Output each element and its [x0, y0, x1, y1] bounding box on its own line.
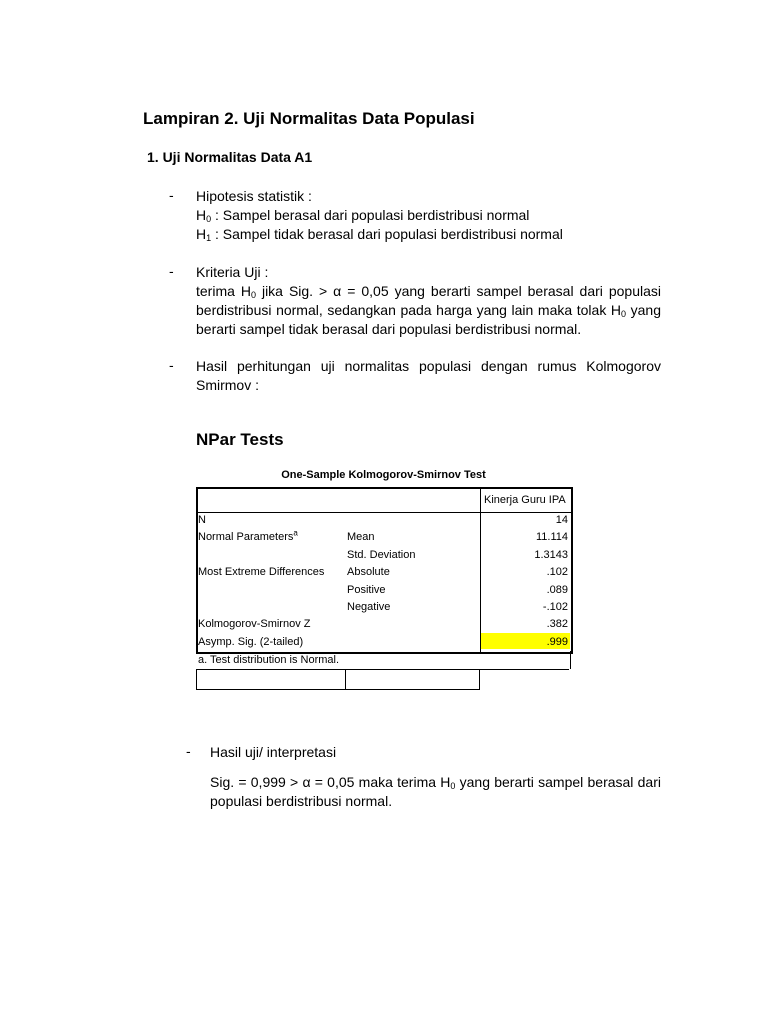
h1-subscript: 1 [206, 233, 212, 243]
kriteria-block [196, 263, 661, 339]
row-sublabel: Absolute [347, 566, 390, 579]
hipotesis-label: Hipotesis statistik : [196, 188, 312, 204]
interpretasi-sub: 0 [450, 781, 456, 791]
kriteria-sub2: 0 [621, 309, 627, 319]
row-sublabel: Mean [347, 531, 375, 544]
h0-symbol: H [196, 207, 207, 223]
empty-cell [196, 669, 346, 690]
row-label [198, 528, 298, 544]
row-value: 14 [555, 514, 568, 526]
section-heading: 1. Uji Normalitas Data A1 [147, 149, 313, 165]
h0-subscript: 0 [206, 214, 212, 224]
row-label-text: N [198, 514, 206, 526]
kriteria-part2: jika Sig. > α = 0,05 yang berarti sampel berasal dari populasi berdistribusi normal, sedangkan pada harga yang lain maka tolak H [196, 283, 661, 318]
table-footnote: a. Test distribution is Normal. [198, 654, 340, 666]
h0-text: : Sampel berasal dari populasi berdistribusi normal [211, 207, 530, 223]
column-header: Kinerja Guru IPA [484, 494, 566, 506]
row-value: .102 [546, 566, 568, 579]
row-sublabel: Positive [347, 583, 386, 596]
row-label-text: Most Extreme Differences [198, 566, 325, 579]
empty-cell [345, 669, 480, 690]
bullet-dash: - [186, 743, 191, 759]
h1-line [196, 225, 666, 244]
hipotesis-block [196, 187, 666, 244]
row-label [198, 566, 324, 578]
row-label-text: Asymp. Sig. (2-tailed) [198, 635, 304, 648]
bullet-dash: - [169, 263, 174, 279]
page-title: Lampiran 2. Uji Normalitas Data Populasi [143, 109, 475, 128]
interpretasi-part1: Sig. = 0,999 > α = 0,05 maka terima H [210, 774, 451, 790]
row-label [198, 618, 310, 630]
row-label [198, 636, 303, 648]
interpretasi-part2: yang berarti sampel berasal dari populasi berdistribusi normal. [210, 774, 661, 809]
kriteria-label: Kriteria Uji : [196, 264, 269, 280]
row-value: 1.3143 [534, 548, 568, 561]
footnote-row-edge [570, 651, 571, 669]
npar-tests-title: NPar Tests [196, 430, 284, 449]
h0-line [196, 206, 666, 225]
row-value: .089 [546, 583, 568, 596]
kriteria-text [196, 282, 661, 339]
table-title: One-Sample Kolmogorov-Smirnov Test [281, 469, 486, 481]
row-value: -.102 [542, 601, 568, 613]
bullet-dash: - [169, 187, 174, 203]
h1-text: : Sampel tidak berasal dari populasi berdistribusi normal [211, 226, 563, 242]
row-value: 11.114 [535, 531, 568, 544]
interpretasi-label: Hasil uji/ interpretasi [210, 744, 337, 760]
table-column-divider [480, 487, 481, 653]
kriteria-part3: yang berarti sampel tidak berasal dari populasi berdistribusi normal. [196, 302, 661, 337]
bullet-dash: - [169, 357, 174, 373]
interpretasi-text [210, 773, 661, 811]
row-label [198, 514, 206, 526]
table-header-divider [196, 512, 571, 513]
kriteria-sub1: 0 [250, 290, 256, 300]
row-label-text: Kolmogorov-Smirnov Z [198, 618, 311, 631]
kriteria-part1: terima H [196, 283, 251, 299]
row-value: .382 [546, 618, 568, 631]
row-label-superscript: a [293, 528, 298, 538]
row-sublabel: Negative [347, 601, 391, 613]
row-sublabel: Std. Deviation [347, 548, 416, 561]
row-label-text: Normal Parameters [198, 531, 294, 544]
h1-symbol: H [196, 226, 207, 242]
hasil-perhitungan-text: Hasil perhitungan uji normalitas populasi dengan rumus Kolmogorov Smirmov : [196, 358, 661, 393]
row-value: .999 [546, 635, 568, 648]
